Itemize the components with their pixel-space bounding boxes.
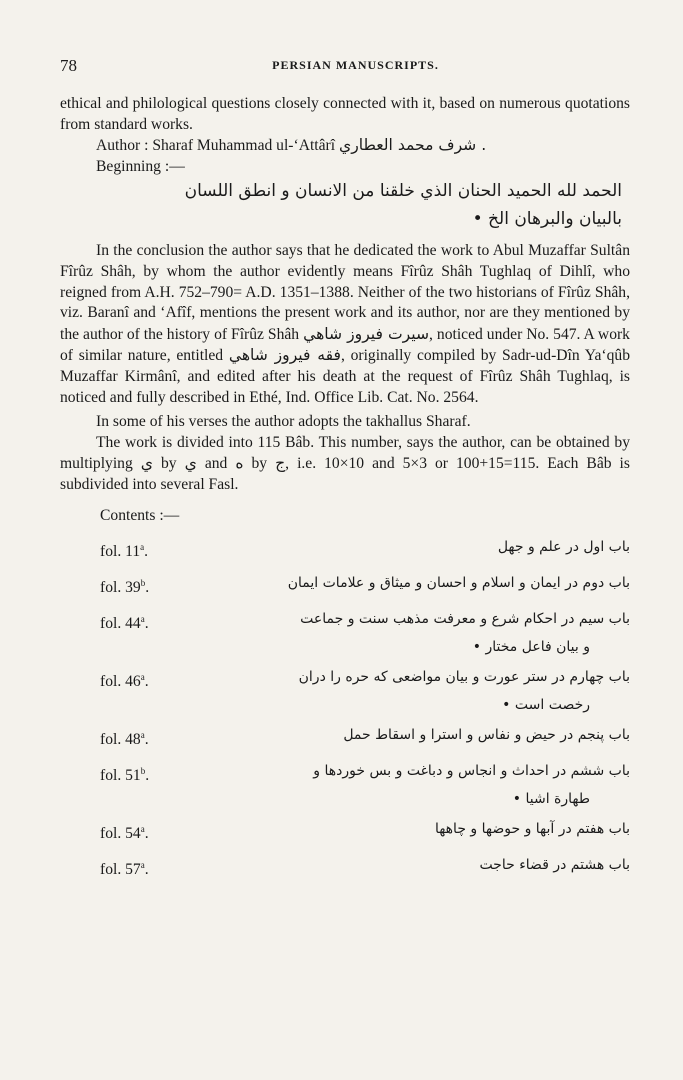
folio-side: a: [140, 672, 145, 683]
author-name: Sharaf Muhammad ul-‘Attârî: [152, 137, 336, 155]
word-and: and: [204, 455, 228, 473]
folio-reference: fol. 48$^a$.: [100, 730, 149, 749]
beginning-arabic-line-2: بالبيان والبرهان الخ •: [472, 209, 622, 230]
contents-row: [60, 572, 630, 600]
page-number: 78: [60, 56, 77, 75]
folio-number: fol. 11: [100, 543, 141, 561]
contents-item: [60, 608, 630, 658]
paragraph-intro: ethical and philological questions closely connected with it, based on numerous quotations from standard works.: [60, 95, 630, 133]
letter-ha: ه: [235, 454, 244, 473]
chapter-title: باب هفتم در آبها و حوضها و چاهها: [434, 821, 630, 838]
folio-number: fol. 46: [100, 673, 141, 691]
chapter-title: باب پنجم در حیض و نفاس و استرا و اسقاط حمل: [343, 727, 630, 744]
folio-reference: fol. 11$^a$.: [100, 542, 149, 561]
contents-item: [60, 572, 630, 600]
body-text: [60, 94, 630, 890]
conclusion-text-b: , noticed under No. 547. A work of similar nature, entitled: [60, 325, 630, 365]
paragraph-takhallus: In some of his verses the author adopts the takhallus Sharaf.: [96, 413, 471, 431]
contents-item: [60, 854, 630, 882]
letter-jim: ج: [275, 454, 286, 473]
contents-row: [60, 818, 630, 846]
folio-number: fol. 57: [100, 861, 141, 879]
chapter-title: باب هشتم در قضاء حاجت: [479, 857, 630, 874]
bab-text-b: , i.e. 10×10 and 5×3 or 100+15=115. Each Bâb is subdivided into several Fasl.: [60, 455, 630, 493]
folio-side: a: [140, 824, 145, 835]
folio-side: b: [140, 766, 146, 777]
folio-number: fol. 48: [100, 731, 141, 749]
contents-item: [60, 666, 630, 716]
folio-side: a: [140, 614, 145, 625]
contents-row: [60, 666, 630, 694]
contents-row: [60, 854, 630, 882]
contents-label: Contents :—: [100, 506, 180, 524]
conclusion-text-c: , originally compiled by Sadr-ud-Dîn Ya‘qûb Muzaffar Kirmânî, and edited after his death at the request of Fîrûz Shâh Tughlaq, is noticed and fully described in Ethé, Ind. Office Lib. Cat. No. 2564.: [60, 347, 630, 406]
chapter-title: باب دوم در ایمان و اسلام و احسان و میثاق و علامات ایمان: [287, 575, 630, 592]
word-by-2: by: [251, 455, 268, 473]
author-line: [60, 135, 630, 157]
chapter-title: باب اول در علم و جهل: [497, 539, 630, 556]
chapter-title: باب چهارم در ستر عورت و بیان مواضعی که حره را دران: [298, 669, 630, 686]
folio-reference: fol. 54$^a$.: [100, 824, 149, 843]
paragraph-conclusion: [60, 241, 630, 408]
folio-side: a: [140, 730, 145, 741]
folio-number: fol. 44: [100, 615, 141, 633]
beginning-arabic-line-1: الحمد لله الحميد الحنان الذي خلقنا من الانسان و انطق اللسان: [184, 181, 622, 202]
author-label: Author :: [96, 137, 149, 155]
contents-row: [60, 536, 630, 564]
folio-number: fol. 51: [100, 767, 141, 785]
chapter-title-continuation: و بیان فاعل مختار •: [472, 639, 590, 656]
fiqh-firuz-shahi: فقه فيروز شاهي: [228, 346, 341, 365]
folio-reference: fol. 57$^a$.: [100, 860, 149, 879]
letter-ya-1: ي: [140, 454, 153, 473]
contents-item: [60, 724, 630, 752]
contents-item: [60, 760, 630, 810]
folio-reference: fol. 39$^b$.: [100, 578, 150, 597]
folio-number: fol. 54: [100, 825, 141, 843]
folio-number: fol. 39: [100, 579, 141, 597]
author-arabic: شرف محمد العطاري .: [338, 136, 487, 155]
beginning-label: Beginning :—: [96, 157, 185, 175]
bab-text-a: The work is divided into 115 Bâb. This number, says the author, can be obtained by multiplying: [60, 433, 630, 473]
folio-side: a: [140, 542, 145, 553]
running-title: PERSIAN MANUSCRIPTS.: [272, 58, 439, 72]
chapter-title-continuation: طهارة اشیا •: [512, 791, 590, 808]
conclusion-text-a: In the conclusion the author says that he dedicated the work to Abul Muzaffar Sultân Fîrûz Shâh, by whom the author evidently means Fîrûz Shâh Tughlaq of Dihlî, who reigned from A.H. 752–790= A.D. 1351–1388. Neither of the two historians of Fîrûz Shâh, viz. Baranî and ‘Afîf, mentions the present work and its author, nor are they mentioned by the author of the history of Fîrûz Shâh: [60, 242, 630, 343]
folio-side: b: [140, 578, 146, 589]
folio-reference: fol. 44$^a$.: [100, 614, 149, 633]
contents-list: [60, 536, 630, 882]
paragraph-bab: [60, 433, 630, 496]
page-header: [60, 56, 651, 78]
contents-item: [60, 818, 630, 846]
word-by-1: by: [161, 455, 177, 473]
folio-reference: fol. 51$^b$.: [100, 766, 150, 785]
chapter-title: باب سیم در احکام شرع و معرفت مذهب سنت و جماعت: [300, 611, 630, 628]
chapter-title: باب ششم در احداث و انجاس و دباغت و بس خوردها و: [313, 763, 630, 780]
folio-reference: fol. 46$^a$.: [100, 672, 149, 691]
contents-row: [60, 608, 630, 636]
chapter-title-continuation: رخصت است •: [502, 697, 590, 714]
contents-row: [60, 760, 630, 788]
letter-ya-2: ي: [184, 454, 197, 473]
contents-item: [60, 536, 630, 564]
folio-side: a: [140, 860, 145, 871]
sirat-firuz-shahi: سيرت فيروز شاهي: [303, 324, 430, 343]
contents-row: [60, 724, 630, 752]
